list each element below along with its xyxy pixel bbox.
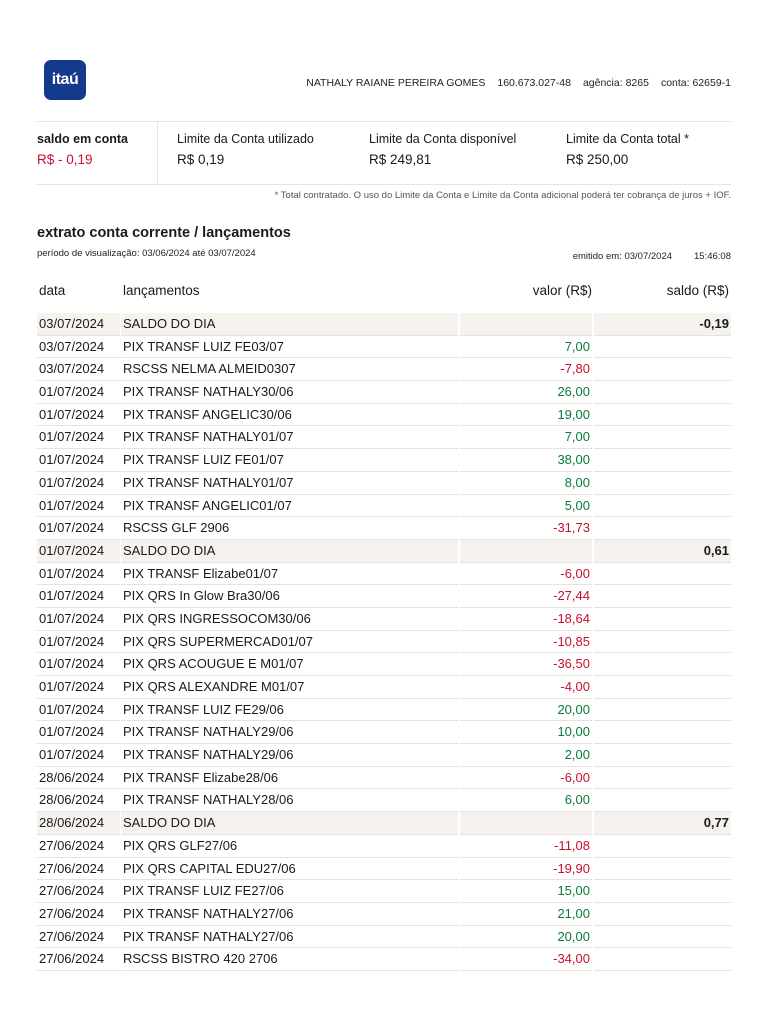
- transaction-row: [37, 676, 731, 699]
- row-balance: [594, 653, 731, 675]
- row-description: RSCSS NELMA ALMEID0307: [123, 361, 296, 377]
- row-description: PIX QRS ACOUGUE E M01/07: [123, 656, 304, 672]
- row-description: SALDO DO DIA: [121, 313, 458, 335]
- row-description: PIX TRANSF ANGELIC30/06: [123, 406, 292, 422]
- daily-balance-row: [37, 313, 731, 336]
- transaction-row: [37, 381, 731, 404]
- summary-limit-used: [177, 122, 369, 184]
- daily-balance-row: [37, 812, 731, 835]
- row-date: 01/07/2024: [39, 520, 105, 536]
- row-value: 2,00: [564, 747, 590, 763]
- transaction-row: [37, 495, 731, 518]
- row-value: -27,44: [553, 588, 590, 604]
- transaction-row: [37, 835, 731, 858]
- row-description: PIX TRANSF NATHALY30/06: [123, 384, 294, 400]
- itau-logo: itaú: [44, 60, 86, 100]
- row-date: 01/07/2024: [39, 633, 105, 649]
- row-description: PIX TRANSF Elizabe28/06: [123, 769, 279, 785]
- row-date: 01/07/2024: [39, 610, 105, 626]
- transaction-row: [37, 880, 731, 903]
- row-date: 28/06/2024: [39, 792, 105, 808]
- row-date: 01/07/2024: [39, 679, 105, 694]
- row-date: 01/07/2024: [39, 747, 105, 763]
- row-balance: 0,61: [594, 540, 731, 562]
- row-balance: [594, 517, 731, 539]
- row-description: PIX TRANSF NATHALY27/06: [123, 905, 294, 921]
- col-header-value: valor (R$): [532, 283, 592, 298]
- row-date: 03/07/2024: [39, 338, 105, 354]
- transaction-row: [37, 404, 731, 427]
- limit-available-value: R$ 249,81: [369, 152, 432, 167]
- row-value: -11,08: [554, 837, 590, 853]
- daily-balance-row: [37, 540, 731, 563]
- balance-label: saldo em conta: [37, 132, 128, 146]
- row-value: [460, 812, 592, 834]
- row-balance: [594, 472, 731, 494]
- transaction-row: [37, 631, 731, 654]
- row-balance: [594, 358, 731, 380]
- row-balance: [594, 585, 731, 607]
- row-date: 27/06/2024: [39, 860, 105, 876]
- row-date: 01/07/2024: [39, 565, 105, 581]
- row-value: 38,00: [557, 452, 590, 468]
- transaction-row: [37, 585, 731, 608]
- statement-table-body: [37, 313, 731, 971]
- row-value: -7,80: [560, 361, 590, 377]
- transaction-row: [37, 858, 731, 881]
- row-value: -10,85: [553, 633, 590, 649]
- row-description: SALDO DO DIA: [121, 812, 458, 834]
- summary-limit-total: [566, 122, 726, 184]
- row-balance: [594, 926, 731, 948]
- row-date: 01/07/2024: [39, 701, 105, 717]
- row-value: 20,00: [557, 701, 590, 717]
- row-balance: [594, 381, 731, 403]
- statement-period: período de visualização: 03/06/2024 até 03/07/2024: [37, 248, 256, 259]
- holder-account: conta: 62659-1: [660, 77, 731, 89]
- statement-title: extrato conta corrente / lançamentos: [37, 225, 291, 241]
- row-date: 27/06/2024: [39, 951, 105, 967]
- row-date: 01/07/2024: [39, 497, 105, 513]
- row-description: RSCSS BISTRO 420 2706: [123, 951, 278, 967]
- row-date: 03/07/2024: [37, 313, 120, 335]
- transaction-row: [37, 472, 731, 495]
- statement-table-header: [37, 283, 731, 303]
- row-value: -34,00: [553, 951, 590, 967]
- row-balance: -0,19: [594, 313, 731, 335]
- row-balance: [594, 744, 731, 766]
- holder-agency: agência: 8265: [582, 77, 649, 89]
- transaction-row: [37, 449, 731, 472]
- divider-summary: [37, 184, 731, 185]
- row-date: 27/06/2024: [39, 883, 105, 899]
- row-description: PIX TRANSF NATHALY01/07: [123, 474, 294, 490]
- row-balance: [594, 426, 731, 448]
- row-balance: [594, 948, 731, 970]
- row-balance: [594, 608, 731, 630]
- row-description: PIX TRANSF LUIZ FE27/06: [123, 883, 284, 899]
- row-value: 7,00: [564, 338, 590, 354]
- transaction-row: [37, 767, 731, 790]
- row-value: 20,00: [557, 928, 590, 944]
- statement-emitted: [573, 251, 731, 262]
- row-date: 03/07/2024: [39, 361, 105, 377]
- row-value: -6,00: [560, 565, 590, 581]
- row-date: 01/07/2024: [39, 724, 105, 740]
- row-description: PIX QRS INGRESSOCOM30/06: [123, 610, 311, 626]
- row-value: 7,00: [564, 429, 590, 445]
- transaction-row: [37, 426, 731, 449]
- account-holder-info: [306, 77, 731, 89]
- limit-available-label: Limite da Conta disponível: [369, 132, 517, 146]
- row-balance: 0,77: [594, 812, 731, 834]
- transaction-row: [37, 744, 731, 767]
- row-description: PIX TRANSF LUIZ FE29/06: [123, 701, 284, 717]
- limit-total-value: R$ 250,00: [566, 152, 629, 167]
- summary-divider: [157, 122, 158, 184]
- transaction-row: [37, 948, 731, 971]
- row-description: PIX TRANSF ANGELIC01/07: [123, 497, 292, 513]
- transaction-row: [37, 336, 731, 359]
- row-date: 01/07/2024: [39, 406, 105, 422]
- transaction-row: [37, 789, 731, 812]
- row-description: PIX TRANSF NATHALY29/06: [123, 747, 294, 763]
- row-description: PIX QRS CAPITAL EDU27/06: [123, 860, 296, 876]
- row-date: 27/06/2024: [39, 928, 105, 944]
- transaction-row: [37, 926, 731, 949]
- row-value: -18,64: [553, 610, 590, 626]
- transaction-row: [37, 699, 731, 722]
- row-description: PIX TRANSF NATHALY28/06: [123, 792, 294, 808]
- row-date: 01/07/2024: [39, 588, 105, 604]
- row-value: -36,50: [553, 656, 590, 672]
- row-balance: [594, 789, 731, 811]
- col-header-balance: saldo (R$): [666, 283, 729, 298]
- row-balance: [594, 721, 731, 743]
- transaction-row: [37, 903, 731, 926]
- holder-cpf: 160.673.027-48: [497, 77, 571, 89]
- row-description: PIX TRANSF LUIZ FE03/07: [123, 338, 284, 354]
- row-date: 01/07/2024: [39, 474, 105, 490]
- row-value: [460, 313, 592, 335]
- row-balance: [594, 631, 731, 653]
- row-date: 27/06/2024: [39, 837, 105, 853]
- row-balance: [594, 495, 731, 517]
- transaction-row: [37, 358, 731, 381]
- row-date: 01/07/2024: [39, 429, 105, 445]
- row-date: 01/07/2024: [39, 656, 105, 672]
- row-value: -31,73: [553, 520, 590, 536]
- col-header-date: data: [39, 283, 66, 298]
- row-description: PIX TRANSF NATHALY29/06: [123, 724, 294, 740]
- holder-name: NATHALY RAIANE PEREIRA GOMES: [306, 77, 486, 89]
- row-value: 5,00: [564, 497, 590, 513]
- row-value: 10,00: [557, 724, 590, 740]
- emitted-date: emitido em: 03/07/2024: [572, 251, 673, 262]
- row-value: -6,00: [560, 769, 590, 785]
- row-balance: [594, 699, 731, 721]
- row-divider: [37, 970, 731, 971]
- row-balance: [594, 449, 731, 471]
- col-header-description: lançamentos: [123, 283, 200, 298]
- row-value: 21,00: [557, 905, 590, 921]
- transaction-row: [37, 563, 731, 586]
- row-balance: [594, 563, 731, 585]
- row-balance: [594, 903, 731, 925]
- row-value: -19,90: [553, 860, 590, 876]
- balance-value: R$ - 0,19: [37, 152, 93, 167]
- row-value: [460, 540, 592, 562]
- transaction-row: [37, 721, 731, 744]
- transaction-row: [37, 608, 731, 631]
- emitted-time: 15:46:08: [694, 251, 731, 262]
- limit-total-label: Limite da Conta total *: [566, 132, 689, 146]
- row-balance: [594, 404, 731, 426]
- row-description: PIX TRANSF NATHALY01/07: [123, 429, 294, 445]
- row-value: 26,00: [557, 384, 590, 400]
- account-summary: [37, 122, 731, 184]
- transaction-row: [37, 517, 731, 540]
- transaction-row: [37, 653, 731, 676]
- summary-balance: [37, 122, 157, 184]
- row-description: PIX QRS In Glow Bra30/06: [123, 588, 280, 604]
- row-date: 28/06/2024: [39, 769, 105, 785]
- row-date: 01/07/2024: [39, 384, 105, 400]
- row-description: PIX QRS ALEXANDRE M01/07: [123, 679, 305, 694]
- row-description: PIX TRANSF LUIZ FE01/07: [123, 452, 284, 468]
- row-balance: [594, 336, 731, 358]
- row-balance: [594, 880, 731, 902]
- row-date: 01/07/2024: [39, 452, 105, 468]
- limit-used-value: R$ 0,19: [177, 152, 225, 167]
- row-description: PIX QRS GLF27/06: [123, 837, 238, 853]
- row-balance: [594, 676, 731, 698]
- row-value: 15,00: [557, 883, 590, 899]
- row-balance: [594, 858, 731, 880]
- row-date: 01/07/2024: [37, 540, 120, 562]
- limit-footnote: * Total contratado. O uso do Limite da Conta e Limite da Conta adicional poderá ter cobrança de juros + IOF.: [274, 190, 731, 201]
- limit-used-label: Limite da Conta utilizado: [177, 132, 314, 146]
- summary-limit-available: [369, 122, 566, 184]
- row-value: -4,00: [560, 679, 590, 694]
- row-description: PIX QRS SUPERMERCAD01/07: [123, 633, 314, 649]
- row-date: 27/06/2024: [39, 905, 105, 921]
- row-balance: [594, 767, 731, 789]
- row-value: 19,00: [557, 406, 590, 422]
- row-balance: [594, 835, 731, 857]
- row-description: PIX TRANSF Elizabe01/07: [123, 565, 279, 581]
- row-value: 8,00: [564, 474, 590, 490]
- row-description: RSCSS GLF 2906: [123, 520, 230, 536]
- row-value: 6,00: [564, 792, 590, 808]
- row-date: 28/06/2024: [37, 812, 120, 834]
- row-description: SALDO DO DIA: [121, 540, 458, 562]
- row-description: PIX TRANSF NATHALY27/06: [123, 928, 294, 944]
